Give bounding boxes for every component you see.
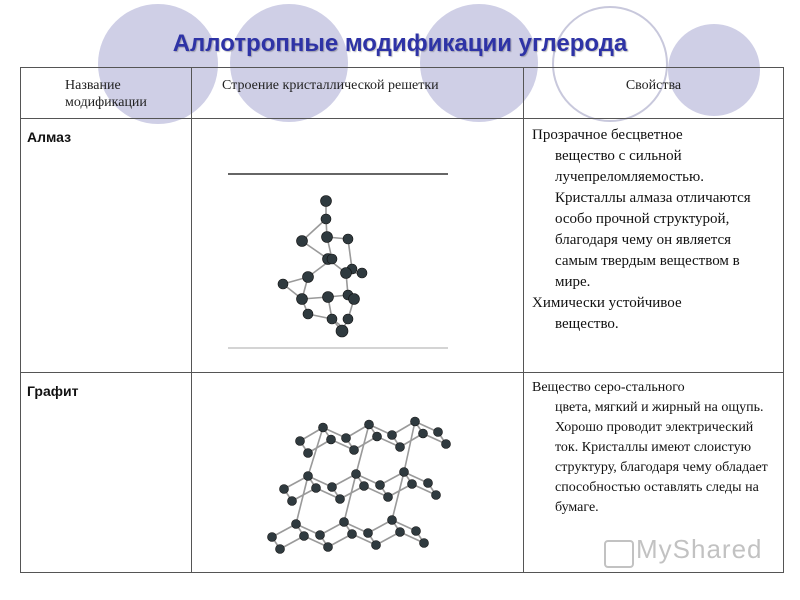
diamond-props-extra-line-1: Химически устойчивое — [532, 295, 682, 311]
header-properties: Свойства — [625, 78, 682, 93]
graphite-name: Графит — [27, 383, 79, 399]
presentation-icon — [604, 540, 634, 568]
graphite-properties — [524, 373, 783, 518]
header-structure-cell — [192, 68, 524, 119]
diamond-props-text: вещество с сильной лучепреломляемостью. Кристаллы алмаза отличаются особо прочной структурой, благодаря чему он является самым твердым веществом в мире. — [555, 148, 751, 290]
graphite-lattice-image — [192, 373, 523, 572]
diamond-properties — [524, 119, 783, 335]
diamond-props-extra-text: вещество. — [555, 316, 619, 332]
header-properties-cell — [524, 68, 784, 119]
diamond-lattice-image — [192, 119, 523, 372]
diamond-name-cell — [21, 119, 192, 373]
header-name-cell — [21, 68, 192, 119]
allotropes-table — [20, 67, 784, 573]
graphite-structure-cell — [192, 373, 524, 573]
table-header-row — [21, 68, 784, 119]
slide-title: Аллотропные модификации углерода — [172, 30, 628, 57]
watermark-text: MyShared — [636, 534, 763, 564]
graphite-props-line-1: Вещество серо-стального — [532, 380, 685, 395]
header-name: Название модификации — [65, 78, 147, 110]
table-row-diamond — [21, 119, 784, 373]
diamond-props-line-1: Прозрачное бесцветное — [532, 127, 683, 143]
graphite-atoms — [268, 417, 451, 554]
diamond-properties-cell — [524, 119, 784, 373]
graphite-props-text: цвета, мягкий и жирный на ощупь. Хорошо проводит электрический ток. Кристаллы имеют слоистую структуру, благодаря чему обладает способностью оставлять следы на бумаге. — [555, 400, 768, 515]
header-structure: Строение кристаллической решетки — [222, 78, 439, 93]
diamond-structure-cell — [192, 119, 524, 373]
diamond-name: Алмаз — [27, 129, 72, 145]
graphite-name-cell — [21, 373, 192, 573]
watermark — [604, 532, 774, 572]
